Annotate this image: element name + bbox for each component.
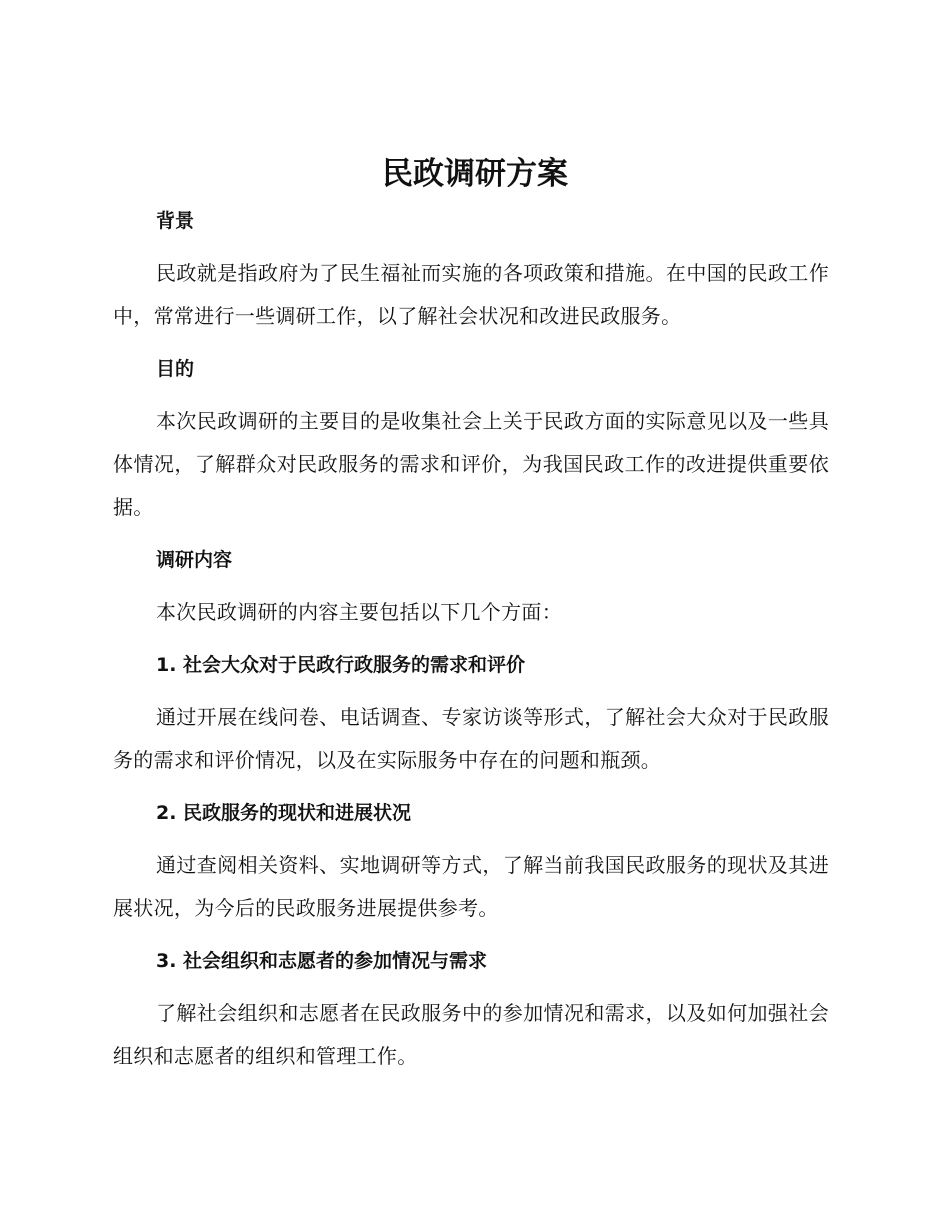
item-2-heading: 2. 民政服务的现状和进展状况 [156,802,412,824]
background-paragraph: 民政就是指政府为了民生福祉而实施的各项政策和措施。在中国的民政工作中，常常进行一些调研工作，以了解社会状况和改进民政服务。 [113,261,829,328]
background-heading: 背景 [156,210,195,232]
item-3-heading: 3. 社会组织和志愿者的参加情况与需求 [156,950,488,972]
document-title: 民政调研方案 [382,156,568,192]
item-2-paragraph: 通过查阅相关资料、实地调研等方式，了解当前我国民政服务的现状及其进展状况，为今后的民政服务进展提供参考。 [113,853,829,920]
item-1-paragraph: 通过开展在线问卷、电话调查、专家访谈等形式，了解社会大众对于民政服务的需求和评价情况，以及在实际服务中存在的问题和瓶颈。 [113,705,829,772]
purpose-heading: 目的 [156,358,195,380]
research-content-heading: 调研内容 [156,549,233,571]
research-content-intro: 本次民政调研的内容主要包括以下几个方面： [156,600,562,624]
item-1-heading: 1. 社会大众对于民政行政服务的需求和评价 [156,654,526,676]
document-body [113,200,829,1088]
item-3-paragraph: 了解社会组织和志愿者在民政服务中的参加情况和需求，以及如何加强社会组织和志愿者的组织和管理工作。 [113,1001,829,1068]
purpose-paragraph: 本次民政调研的主要目的是收集社会上关于民政方面的实际意见以及一些具体情况，了解群众对民政服务的需求和评价，为我国民政工作的改进提供重要依据。 [113,409,829,519]
